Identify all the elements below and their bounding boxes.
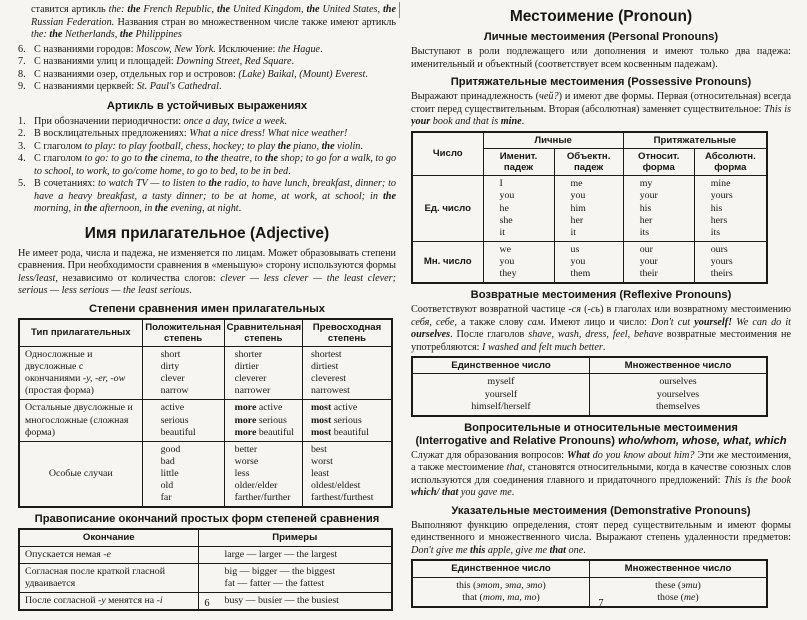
group-header-personal: Личные: [483, 132, 623, 149]
table-row: [19, 400, 392, 441]
possessive-pronouns-text: Выражают принадлежность (чей?) и имеют две формы. Первая (относительная) всегда стоит перед существительным. Вторая (абсолютная) заменяет существительное: This is your book and that is mine.: [411, 91, 791, 127]
adjective-type-cell: Особые случаи: [19, 441, 142, 507]
examples-cell: big — bigger — the biggest fat — fatter — the fattest: [198, 563, 392, 592]
list-item-number: 8.: [18, 68, 26, 80]
column-header: Тип прилагательных: [19, 319, 142, 347]
column-header: Положительная степень: [142, 319, 224, 347]
degrees-table: [18, 318, 393, 509]
comparative-cell: more active more serious more beautiful: [224, 400, 302, 441]
column-header: Абсолютн. форма: [694, 148, 767, 176]
positive-cell: good bad little old far: [142, 441, 224, 507]
chapter-heading-adjective: Имя прилагательное (Adjective): [84, 224, 330, 242]
column-header: Окончание: [19, 529, 198, 546]
row-label: Мн. число: [412, 241, 483, 283]
list-item-number: 2.: [18, 128, 26, 139]
pronoun-case-table: [411, 131, 768, 285]
positive-cell: active serious beautiful: [142, 400, 224, 441]
list-item: [18, 56, 396, 69]
section-heading-article-expressions: Артикль в устойчивых выражениях: [106, 99, 308, 112]
group-header-possessive: Притяжательные: [623, 132, 767, 149]
reflexive-pronouns-text: Соответствуют возвратной частице -ся (-сь) в глаголах или возвратному местоимению себя, себе, а также слову сам. Имеют лицо и число: Don't cut yourself! We can do it ourselves. После глаголов shave, wash, dress, feel, behave возвратные местоимения не употребляются: I washed and felt much better.: [411, 304, 791, 353]
table-header-row: [19, 319, 392, 347]
examples-cell: large — larger — the largest: [198, 546, 392, 563]
column-header-number: Число: [412, 132, 483, 176]
table-row: [19, 347, 392, 400]
page-spine-mark: [399, 2, 400, 18]
objective-cell: us you them: [554, 241, 623, 283]
column-header: Единственное число: [412, 357, 590, 374]
table-header-row: [412, 357, 767, 374]
section-heading-interrogative-en: (Interrogative and Relative Pronouns) who/whom, whose, what, which: [415, 434, 787, 447]
adjective-intro: Не имеет рода, числа и падежа, не изменяется по лицам. Может образовывать степени сравнения. При необходимости сравнения в «меньшую» сторону используются формы less/least, независимо от количества слогов: clever — less clever — the least clever; serious — less serious — the least serious.: [18, 247, 396, 296]
list-item: [18, 44, 396, 57]
table-header-row: [19, 529, 392, 546]
section-heading-possessive: Притяжательные местоимения (Possessive Pronouns): [450, 76, 752, 88]
section-heading-interrogative: Вопросительные и относительные местоимения: [464, 421, 738, 434]
column-header: Именит. падеж: [483, 148, 554, 176]
section-heading-reflexive: Возвратные местоимения (Reflexive Pronouns): [470, 289, 732, 302]
list-item-text: С глаголом to go: to go to the cinema, to the theatre, to the shop; to go for a walk, to go to school, to work, to go/come home, to go to bed, to be in bed.: [34, 153, 396, 177]
plural-cell: these (эти) those (те): [590, 577, 768, 607]
section-heading-demonstrative: Указательные местоимения (Demonstrative Pronouns): [451, 504, 751, 517]
relative-cell: our your their: [623, 241, 694, 283]
table-row: [412, 374, 767, 416]
list-item-text: С названиями улиц и площадей: Downing Street, Red Square.: [34, 56, 295, 67]
ending-cell: Опускается немая -е: [19, 546, 198, 563]
list-item-text: В восклицательных предложениях: What a nice dress! What nice weather!: [34, 128, 348, 139]
adjective-type-cell: Односложные и двусложные с окончаниями -y, -er, -ow (простая форма): [19, 347, 142, 400]
column-header: Объектн. падеж: [554, 148, 623, 176]
ending-cell: Согласная после краткой гласной удваивается: [19, 563, 198, 592]
article-usage-list: [18, 44, 396, 94]
table-header-row: [412, 132, 767, 149]
absolute-cell: mine yours his hers its: [694, 176, 767, 241]
list-item: [18, 178, 396, 216]
superlative-cell: most active most serious most beautiful: [302, 400, 392, 441]
column-header: Превосходная степень: [302, 319, 392, 347]
section-heading-personal: Личные местоимения (Personal Pronouns): [483, 31, 719, 43]
nominative-cell: we you they: [483, 241, 554, 283]
superlative-cell: best worst least oldest/eldest farthest/furthest: [302, 441, 392, 507]
plural-cell: ourselves yourselves themselves: [590, 374, 768, 416]
list-item-text: С названиями озер, отдельных гор и островов: (Lake) Baikal, (Mount) Everest.: [34, 68, 368, 80]
row-label: Ед. число: [412, 176, 483, 241]
table-row: [19, 441, 392, 507]
demonstrative-pronouns-text: Выполняют функцию определения, стоят перед существительным и имеют формы единственного и множественного числа. Выражают степень удаленности предметов: Don't give me this apple, give me that one.: [411, 519, 791, 556]
table-row: [19, 563, 392, 592]
examples-cell: busy — busier — the busiest: [198, 592, 392, 610]
article-expressions-list: [18, 116, 396, 216]
chapter-heading-pronoun: Местоимение (Pronoun): [509, 8, 693, 25]
interrogative-pronouns-text: Служат для образования вопросов: What do you know about him? Эти же местоимения, а также местоимение that, становятся относительными, когда в качестве союзных слов используются для соединения главного и придаточного предложений: This is the book which/ that you gave me.: [411, 449, 791, 499]
nominative-cell: I you he she it: [483, 176, 554, 241]
table-row: [19, 546, 392, 563]
page-left: [18, 4, 396, 616]
objective-cell: me you him her it: [554, 176, 623, 241]
singular-cell: myself yourself himself/herself: [412, 374, 590, 416]
table-header-row: [412, 560, 767, 577]
comparative-cell: better worse less older/elder farther/further: [224, 441, 302, 507]
list-item: [18, 69, 396, 82]
column-header: Сравнительная степень: [224, 319, 302, 347]
singular-cell: this (этот, эта, это) that (тот, та, то): [412, 577, 590, 607]
list-item-text: В сочетаниях: to watch TV — to listen to the radio, to have lunch, breakfast, dinner; to have a heavy breakfast, a tasty dinner; to be at home, at work, at school; in the morning, in the afternoon, in the evening, at night.: [34, 178, 396, 214]
column-header: Единственное число: [412, 560, 590, 577]
reflexive-table: [411, 356, 768, 417]
column-header: Множественное число: [590, 560, 768, 577]
list-item-number: 4.: [18, 153, 26, 164]
list-item-number: 9.: [18, 81, 26, 92]
adjective-type-cell: Остальные двусложные и многосложные (сложная форма): [19, 400, 142, 441]
list-item-number: 3.: [18, 140, 26, 152]
table-row-plural: [412, 241, 767, 283]
table-heading-spelling: Правописание окончаний простых форм степеней сравнения: [34, 513, 380, 526]
column-header: Относит. форма: [623, 148, 694, 176]
list-item-number: 5.: [18, 178, 26, 189]
comparative-cell: shorter dirtier cleverer narrower: [224, 347, 302, 400]
list-item: [18, 116, 396, 129]
page-number-right: 7: [598, 598, 604, 609]
list-item-number: 7.: [18, 56, 26, 67]
personal-pronouns-text: Выступают в роли подлежащего или дополнения и имеют только два падежа: именительный и объектный (соответствует всем косвенным падежам).: [411, 46, 791, 70]
superlative-cell: shortest dirtiest cleverest narrowest: [302, 347, 392, 400]
list-item: [18, 141, 396, 154]
list-item-text: При обозначении периодичности: once a day, twice a week.: [34, 115, 287, 127]
absolute-cell: ours yours theirs: [694, 241, 767, 283]
list-item-text: С названиями церквей: St. Paul's Cathedral.: [34, 81, 222, 92]
list-item-text: С глаголом to play: to play football, chess, hockey; to play the piano, the violin.: [34, 140, 363, 152]
column-header: Примеры: [198, 529, 392, 546]
list-item-number: 6.: [18, 43, 26, 55]
list-item-number: 1.: [18, 115, 26, 127]
article-countries-continuation: ставится артикль the: the French Republic, the United Kingdom, the United States, the Russian Federation. Названия стран во множественном числе также имеют артикль the: the Netherlands, the Philippines: [31, 4, 396, 40]
ending-cell: После согласной -y менятся на -i: [19, 592, 198, 610]
positive-cell: short dirty clever narrow: [142, 347, 224, 400]
page-number-left: 6: [204, 598, 210, 609]
list-item: [18, 128, 396, 141]
list-item: [18, 81, 396, 94]
list-item-text: С названиями городов: Moscow, New York. Исключение: the Hague.: [34, 43, 323, 55]
relative-cell: my your his her its: [623, 176, 694, 241]
table-heading-degrees: Степени сравнения имен прилагательных: [88, 302, 326, 315]
page-right: [411, 4, 791, 616]
list-item: [18, 153, 396, 178]
table-row-singular: [412, 176, 767, 241]
column-header: Множественное число: [590, 357, 768, 374]
